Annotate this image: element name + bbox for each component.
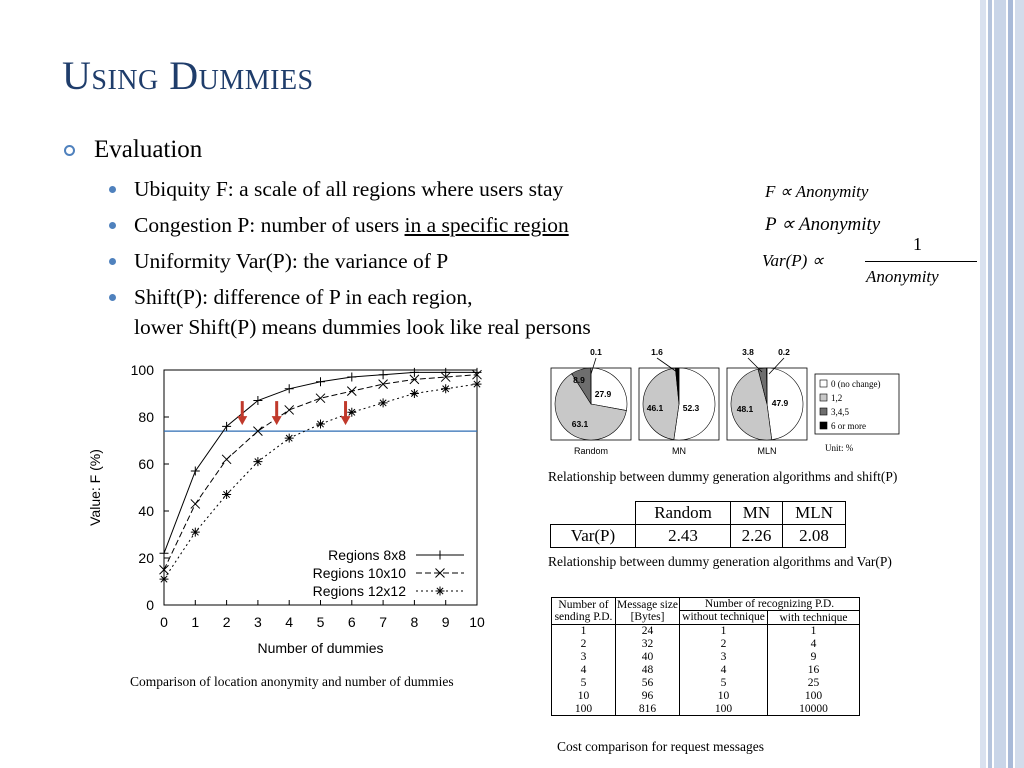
bullet-dot-icon (109, 222, 116, 229)
cost-table (551, 597, 860, 716)
legend-label: 6 or more (831, 421, 866, 431)
bullet-text: Uniformity Var(P): the variance of P (134, 249, 449, 273)
table-row (552, 638, 860, 651)
cost-cell: 10 (552, 690, 616, 703)
slice-label: 46.1 (646, 403, 664, 413)
y-axis-label: Value: F (%) (87, 449, 103, 526)
x-tick-label: 10 (469, 614, 485, 630)
cost-cell: 100 (552, 703, 616, 716)
x-tick-label: 5 (316, 614, 325, 630)
slice-label: 0.1 (590, 347, 602, 357)
series-2 (160, 370, 482, 574)
cost-cell: 56 (616, 677, 680, 690)
cost-cell: 1 (810, 625, 817, 638)
x-tick-label: 4 (285, 614, 294, 630)
formula-var-denominator: Anonymity (866, 267, 939, 286)
x-tick-label: 0 (160, 614, 168, 630)
red-arrow-icon (272, 401, 282, 425)
var-value-cell: 2.26 (731, 525, 783, 548)
legend-label: Regions 10x10 (312, 565, 406, 581)
cost-cell: 96 (616, 690, 680, 703)
var-header-cell: Random (636, 502, 731, 525)
fraction-bar (865, 261, 977, 262)
data-point (316, 377, 325, 386)
x-tick-label: 8 (410, 614, 419, 630)
formula-p: P ∝ Anonymity (765, 214, 881, 235)
series-line (164, 375, 477, 570)
cost-cell: 4 (680, 664, 768, 677)
slice-label: 8.9 (573, 375, 585, 385)
bullet-text: Evaluation (94, 136, 203, 163)
data-point (473, 380, 482, 389)
cost-table-caption: Cost comparison for request messages (557, 739, 764, 754)
table-row (552, 677, 860, 690)
y-tick-label: 60 (138, 456, 154, 472)
bullet-dot-icon (109, 258, 116, 265)
data-point (379, 398, 388, 407)
x-axis-label: Number of dummies (257, 640, 384, 656)
data-point (379, 370, 388, 379)
var-value-cell: 2.43 (636, 525, 731, 548)
bullet-list (64, 136, 784, 342)
arrow-head (237, 416, 247, 425)
cost-cell: 10000 (799, 702, 828, 715)
y-tick-label: 80 (138, 409, 154, 425)
cost-cell: 3 (680, 651, 768, 664)
pie-caption: Relationship between dummy generation algorithms and shift(P) (548, 469, 898, 484)
legend-label: 0 (no change) (831, 379, 881, 389)
cost-cell: 40 (616, 651, 680, 664)
data-point (222, 490, 231, 499)
data-point (316, 420, 325, 429)
formula-f: F ∝ Anonymity (765, 182, 869, 201)
bullet-evaluation (64, 136, 784, 172)
slice-label: 63.1 (571, 419, 589, 429)
cost-cell: 24 (616, 625, 680, 638)
table-corner (551, 502, 636, 525)
table-row (552, 625, 860, 638)
series-line (164, 372, 477, 553)
red-arrow-icon (341, 401, 351, 425)
cost-cell: 48 (616, 664, 680, 677)
underlined-text: in a specific region (404, 213, 569, 237)
cost-cell: 100 (804, 690, 823, 702)
slide-title: Using Dummies (62, 53, 314, 98)
data-point (253, 457, 262, 466)
legend-label: 3,4,5 (831, 407, 849, 417)
data-point (222, 455, 231, 464)
table-row (552, 651, 860, 664)
data-point (191, 528, 200, 537)
x-tick-label: 2 (222, 614, 231, 630)
x-tick-label: 1 (191, 614, 200, 630)
legend-label: Regions 12x12 (312, 583, 406, 599)
x-tick-label: 6 (347, 614, 356, 630)
bullet-dot-icon (109, 186, 116, 193)
cost-cell: 16 (807, 664, 820, 676)
cost-cell: 2 (680, 638, 768, 651)
slice-label: 27.9 (594, 389, 612, 399)
data-point (441, 384, 450, 393)
cost-cell: 5 (552, 677, 616, 690)
data-point (347, 387, 356, 396)
slice-label: 48.1 (736, 404, 754, 414)
data-point (347, 408, 356, 417)
right-border-decoration (980, 0, 1024, 768)
x-tick-label: 3 (254, 614, 262, 630)
data-point (436, 551, 445, 560)
data-point (285, 384, 294, 393)
arrow-head (341, 416, 351, 425)
unit-label: Unit: % (825, 443, 854, 453)
data-point (410, 368, 419, 377)
var-header-cell: MN (731, 502, 783, 525)
series-3 (160, 380, 482, 584)
bullet-text: Shift(P): difference of P in each region, (134, 285, 473, 309)
cost-cell: 4 (552, 664, 616, 677)
x-tick-label: 9 (441, 614, 450, 630)
formula-var-left: Var(P) ∝ (762, 251, 824, 270)
cost-cell: 2 (552, 638, 616, 651)
y-tick-label: 40 (138, 503, 154, 519)
slice-label: 3.8 (742, 347, 754, 357)
line-chart (82, 355, 502, 665)
data-point (160, 575, 169, 584)
cost-cell: 1 (552, 625, 616, 638)
y-tick-label: 0 (146, 597, 154, 613)
data-point (160, 549, 169, 558)
pie-label: Random (573, 446, 609, 456)
cost-cell: 4 (810, 638, 817, 650)
cost-header-cell: Number of sending P.D. (552, 598, 616, 625)
slice-label: 47.9 (771, 398, 789, 408)
pie-label: MLN (757, 446, 777, 456)
y-tick-label: 20 (138, 550, 154, 566)
data-point (191, 467, 200, 476)
table-row (552, 703, 860, 716)
data-point (285, 434, 294, 443)
chart-caption: Comparison of location anonymity and number of dummies (130, 674, 454, 689)
cost-subheader-cell: with technique (779, 611, 848, 624)
table-row (552, 664, 860, 677)
data-point (410, 389, 419, 398)
legend-swatch (820, 394, 827, 401)
legend-label: Regions 8x8 (328, 547, 406, 563)
legend-swatch (820, 422, 827, 429)
cost-cell: 816 (616, 703, 680, 716)
var-value-cell: 2.08 (783, 525, 846, 548)
bullet-text: Congestion P: number of users (134, 213, 405, 237)
bullet-dot-icon (109, 294, 116, 301)
bullet-text-line2: lower Shift(P) means dummies look like real persons (134, 315, 591, 339)
cost-cell: 5 (680, 677, 768, 690)
y-tick-label: 100 (130, 362, 154, 378)
legend-swatch (820, 408, 827, 415)
pie-legend (815, 374, 899, 434)
bullet-shift (64, 282, 784, 342)
red-arrow-icon (237, 401, 247, 425)
pie-random (551, 368, 631, 456)
cost-cell: 100 (680, 703, 768, 716)
bullet-uniformity (64, 246, 784, 276)
cost-header-cell: Message size [Bytes] (617, 599, 678, 623)
data-point (441, 368, 450, 377)
series-1 (160, 368, 482, 558)
cost-cell: 32 (616, 638, 680, 651)
slice-label: 52.3 (682, 403, 700, 413)
x-tick-label: 7 (379, 614, 387, 630)
data-point (347, 373, 356, 382)
var-header-cell: MLN (783, 502, 846, 525)
legend-swatch (820, 380, 827, 387)
cost-subheader-cell: without technique (680, 611, 768, 625)
cost-cell: 1 (680, 625, 768, 638)
cost-header-cell: Number of recognizing P.D. (704, 598, 835, 610)
bullet-congestion (64, 210, 784, 240)
var-table (550, 501, 846, 548)
pie-label: MN (672, 446, 686, 456)
var-table-caption: Relationship between dummy generation algorithms and Var(P) (548, 554, 892, 569)
data-point (316, 394, 325, 403)
slice-label: 1.6 (651, 347, 663, 357)
cost-cell: 10 (680, 690, 768, 703)
bullet-ring-icon (64, 145, 75, 156)
var-row-label: Var(P) (551, 525, 636, 548)
table-row (552, 690, 860, 703)
data-point (191, 499, 200, 508)
data-point (436, 587, 445, 596)
bullet-text: Ubiquity F: a scale of all regions where users stay (134, 177, 564, 201)
cost-cell: 9 (810, 651, 817, 663)
cost-cell: 3 (552, 651, 616, 664)
cost-cell: 25 (807, 677, 820, 689)
data-point (473, 368, 482, 377)
data-point (285, 405, 294, 414)
slice-label: 0.2 (778, 347, 790, 357)
arrow-head (272, 416, 282, 425)
formula-var-numerator: 1 (913, 234, 922, 254)
pie-charts (545, 344, 905, 462)
legend-label: 1,2 (831, 393, 843, 403)
bullet-ubiquity (64, 174, 784, 204)
